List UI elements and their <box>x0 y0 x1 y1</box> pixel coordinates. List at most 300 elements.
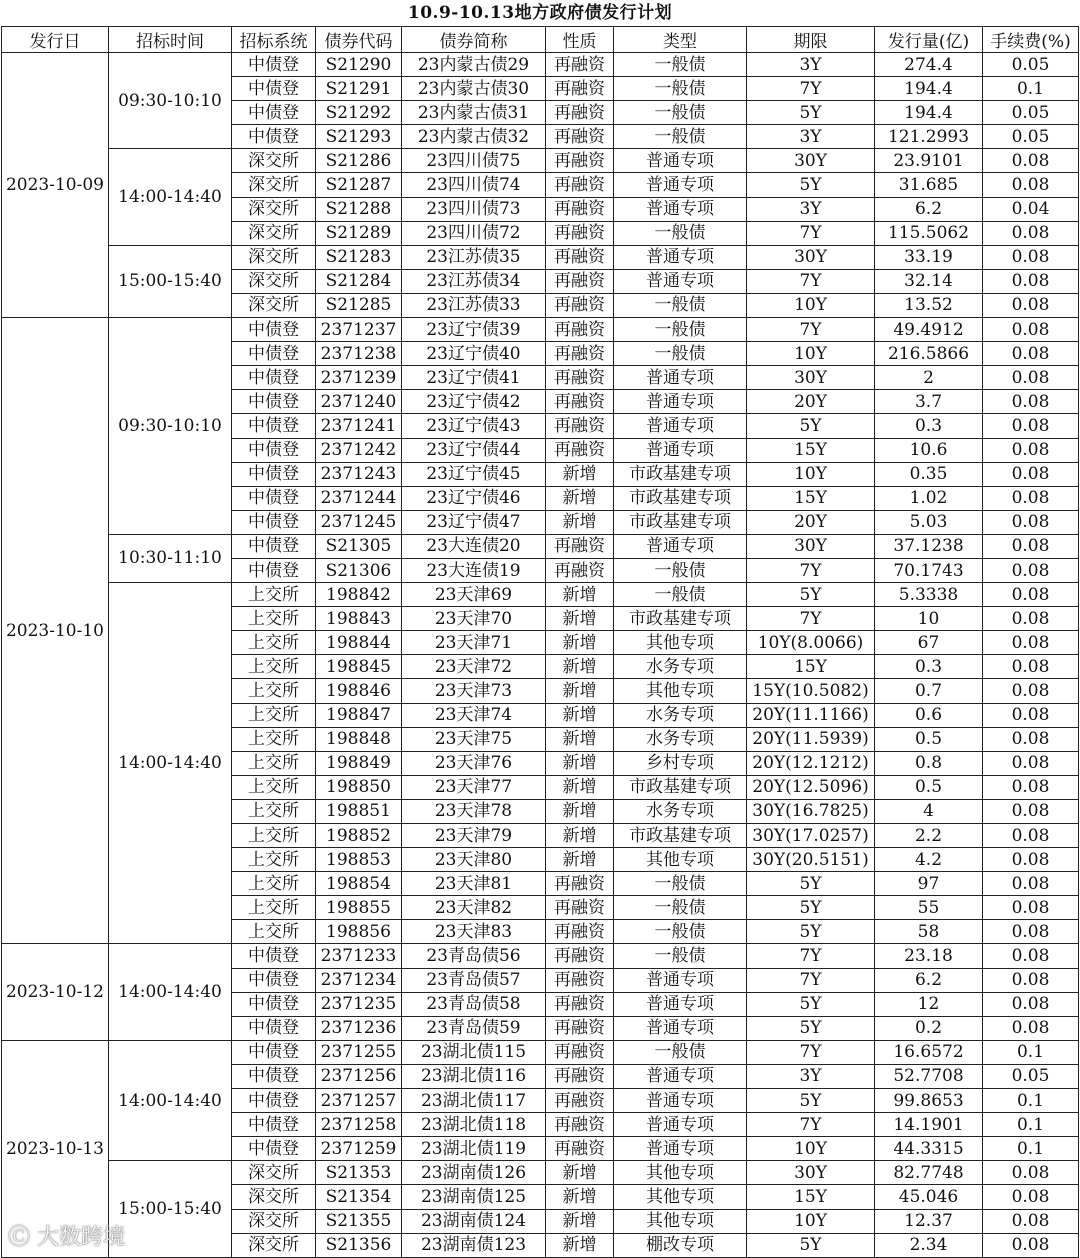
amount-cell: 33.19 <box>875 245 983 269</box>
term-cell: 7Y <box>747 607 875 631</box>
amount-cell: 23.18 <box>875 944 983 968</box>
type-cell: 乡村专项 <box>614 751 747 775</box>
bond-code-cell: 198850 <box>316 775 402 799</box>
bond-name-cell: 23天津72 <box>402 655 546 679</box>
nature-cell: 再融资 <box>546 1040 614 1064</box>
term-cell: 7Y <box>747 944 875 968</box>
amount-cell: 0.5 <box>875 727 983 751</box>
nature-cell: 新增 <box>546 607 614 631</box>
bond-name-cell: 23天津79 <box>402 824 546 848</box>
tender-system-cell: 中债登 <box>232 534 316 558</box>
type-cell: 水务专项 <box>614 799 747 823</box>
type-cell: 普通专项 <box>614 245 747 269</box>
term-cell: 3Y <box>747 197 875 221</box>
tender-time-cell: 14:00-14:40 <box>109 149 232 245</box>
bond-name-cell: 23天津76 <box>402 751 546 775</box>
amount-cell: 0.6 <box>875 703 983 727</box>
tender-system-cell: 中债登 <box>232 1137 316 1161</box>
tender-system-cell: 上交所 <box>232 607 316 631</box>
amount-cell: 5.3338 <box>875 583 983 607</box>
fee-cell: 0.08 <box>983 679 1079 703</box>
amount-cell: 58 <box>875 920 983 944</box>
header-term: 期限 <box>747 27 875 53</box>
amount-cell: 4 <box>875 799 983 823</box>
amount-cell: 0.5 <box>875 775 983 799</box>
bond-name-cell: 23天津74 <box>402 703 546 727</box>
term-cell: 7Y <box>747 318 875 342</box>
nature-cell: 再融资 <box>546 245 614 269</box>
bond-code-cell: S21286 <box>316 149 402 173</box>
fee-cell: 0.08 <box>983 221 1079 245</box>
bond-name-cell: 23青岛债56 <box>402 944 546 968</box>
term-cell: 5Y <box>747 896 875 920</box>
tender-time-cell: 15:00-15:40 <box>109 1161 232 1257</box>
type-cell: 其他专项 <box>614 1161 747 1185</box>
type-cell: 普通专项 <box>614 1089 747 1113</box>
bond-name-cell: 23湖北债116 <box>402 1064 546 1088</box>
table-title: 10.9-10.13地方政府债发行计划 <box>407 3 673 23</box>
bond-code-cell: S21290 <box>316 53 402 77</box>
nature-cell: 再融资 <box>546 1064 614 1088</box>
nature-cell: 新增 <box>546 655 614 679</box>
bond-code-cell: S21305 <box>316 534 402 558</box>
fee-cell: 0.08 <box>983 631 1079 655</box>
fee-cell: 0.08 <box>983 510 1079 534</box>
amount-cell: 4.2 <box>875 848 983 872</box>
amount-cell: 0.8 <box>875 751 983 775</box>
nature-cell: 再融资 <box>546 269 614 293</box>
term-cell: 5Y <box>747 1089 875 1113</box>
bond-code-cell: 198854 <box>316 872 402 896</box>
fee-cell: 0.08 <box>983 414 1079 438</box>
nature-cell: 新增 <box>546 1209 614 1233</box>
nature-cell: 新增 <box>546 1185 614 1209</box>
term-cell: 10Y <box>747 1137 875 1161</box>
nature-cell: 再融资 <box>546 896 614 920</box>
type-cell: 普通专项 <box>614 992 747 1016</box>
term-cell: 15Y <box>747 438 875 462</box>
term-cell: 7Y <box>747 558 875 582</box>
amount-cell: 31.685 <box>875 173 983 197</box>
fee-cell: 0.05 <box>983 53 1079 77</box>
fee-cell: 0.08 <box>983 968 1079 992</box>
term-cell: 7Y <box>747 1040 875 1064</box>
watermark-text: 大数跨境 <box>37 1225 126 1250</box>
bond-code-cell: 2371243 <box>316 462 402 486</box>
table-row <box>2 1161 1079 1185</box>
amount-cell: 10.6 <box>875 438 983 462</box>
tender-system-cell: 中债登 <box>232 77 316 101</box>
amount-cell: 32.14 <box>875 269 983 293</box>
nature-cell: 再融资 <box>546 992 614 1016</box>
type-cell: 普通专项 <box>614 438 747 462</box>
bond-code-cell: 2371240 <box>316 390 402 414</box>
term-cell: 15Y <box>747 1185 875 1209</box>
tender-system-cell: 中债登 <box>232 101 316 125</box>
bond-code-cell: 2371241 <box>316 414 402 438</box>
bond-code-cell: S21293 <box>316 125 402 149</box>
nature-cell: 再融资 <box>546 53 614 77</box>
nature-cell: 新增 <box>546 679 614 703</box>
tender-system-cell: 深交所 <box>232 173 316 197</box>
nature-cell: 新增 <box>546 486 614 510</box>
bond-name-cell: 23内蒙古债31 <box>402 101 546 125</box>
bond-name-cell: 23天津80 <box>402 848 546 872</box>
bond-code-cell: S21353 <box>316 1161 402 1185</box>
fee-cell: 0.1 <box>983 1137 1079 1161</box>
term-cell: 20Y(12.5096) <box>747 775 875 799</box>
bond-name-cell: 23辽宁债44 <box>402 438 546 462</box>
bond-code-cell: 198849 <box>316 751 402 775</box>
term-cell: 30Y(16.7825) <box>747 799 875 823</box>
tender-system-cell: 中债登 <box>232 1089 316 1113</box>
bond-name-cell: 23辽宁债46 <box>402 486 546 510</box>
type-cell: 水务专项 <box>614 727 747 751</box>
type-cell: 市政基建专项 <box>614 510 747 534</box>
term-cell: 30Y <box>747 149 875 173</box>
tender-system-cell: 上交所 <box>232 703 316 727</box>
nature-cell: 再融资 <box>546 101 614 125</box>
fee-cell: 0.08 <box>983 438 1079 462</box>
type-cell: 普通专项 <box>614 1137 747 1161</box>
nature-cell: 新增 <box>546 703 614 727</box>
tender-system-cell: 上交所 <box>232 896 316 920</box>
fee-cell: 0.08 <box>983 245 1079 269</box>
bond-name-cell: 23湖北债115 <box>402 1040 546 1064</box>
issue-date-cell: 2023-10-13 <box>2 1040 109 1257</box>
type-cell: 普通专项 <box>614 173 747 197</box>
fee-cell: 0.08 <box>983 366 1079 390</box>
header-issue-date: 发行日 <box>2 27 109 53</box>
term-cell: 5Y <box>747 920 875 944</box>
term-cell: 20Y(11.5939) <box>747 727 875 751</box>
tender-system-cell: 中债登 <box>232 390 316 414</box>
bond-name-cell: 23天津77 <box>402 775 546 799</box>
bond-name-cell: 23天津82 <box>402 896 546 920</box>
bond-name-cell: 23辽宁债43 <box>402 414 546 438</box>
bond-name-cell: 23天津71 <box>402 631 546 655</box>
bond-code-cell: 2371234 <box>316 968 402 992</box>
bond-name-cell: 23江苏债33 <box>402 293 546 317</box>
nature-cell: 再融资 <box>546 173 614 197</box>
term-cell: 5Y <box>747 872 875 896</box>
bond-code-cell: 2371235 <box>316 992 402 1016</box>
fee-cell: 0.08 <box>983 751 1079 775</box>
term-cell: 30Y(17.0257) <box>747 824 875 848</box>
tender-system-cell: 深交所 <box>232 245 316 269</box>
type-cell: 普通专项 <box>614 197 747 221</box>
bond-name-cell: 23大连债20 <box>402 534 546 558</box>
nature-cell: 新增 <box>546 631 614 655</box>
bond-issuance-table <box>1 26 1079 1258</box>
bond-code-cell: S21289 <box>316 221 402 245</box>
type-cell: 普通专项 <box>614 534 747 558</box>
bond-name-cell: 23天津70 <box>402 607 546 631</box>
amount-cell: 5.03 <box>875 510 983 534</box>
bond-code-cell: S21291 <box>316 77 402 101</box>
bond-name-cell: 23大连债19 <box>402 558 546 582</box>
tender-system-cell: 上交所 <box>232 583 316 607</box>
bond-code-cell: 2371256 <box>316 1064 402 1088</box>
tender-system-cell: 中债登 <box>232 366 316 390</box>
type-cell: 一般债 <box>614 318 747 342</box>
term-cell: 20Y(11.1166) <box>747 703 875 727</box>
nature-cell: 再融资 <box>546 1016 614 1040</box>
type-cell: 一般债 <box>614 1040 747 1064</box>
bond-code-cell: S21287 <box>316 173 402 197</box>
term-cell: 20Y <box>747 390 875 414</box>
fee-cell: 0.08 <box>983 872 1079 896</box>
bond-code-cell: 2371238 <box>316 342 402 366</box>
nature-cell: 再融资 <box>546 149 614 173</box>
type-cell: 水务专项 <box>614 703 747 727</box>
type-cell: 市政基建专项 <box>614 607 747 631</box>
bond-code-cell: 198853 <box>316 848 402 872</box>
table-row <box>2 534 1079 558</box>
table-row <box>2 944 1079 968</box>
tender-system-cell: 中债登 <box>232 1040 316 1064</box>
tender-system-cell: 中债登 <box>232 486 316 510</box>
nature-cell: 新增 <box>546 848 614 872</box>
bond-name-cell: 23四川债73 <box>402 197 546 221</box>
fee-cell: 0.08 <box>983 534 1079 558</box>
nature-cell: 新增 <box>546 824 614 848</box>
bond-name-cell: 23辽宁债42 <box>402 390 546 414</box>
fee-cell: 0.08 <box>983 703 1079 727</box>
term-cell: 3Y <box>747 53 875 77</box>
term-cell: 20Y(12.1212) <box>747 751 875 775</box>
amount-cell: 70.1743 <box>875 558 983 582</box>
amount-cell: 14.1901 <box>875 1113 983 1137</box>
fee-cell: 0.08 <box>983 583 1079 607</box>
fee-cell: 0.08 <box>983 269 1079 293</box>
header-fee: 手续费(%) <box>983 27 1079 53</box>
bond-name-cell: 23青岛债58 <box>402 992 546 1016</box>
type-cell: 其他专项 <box>614 679 747 703</box>
type-cell: 其他专项 <box>614 1209 747 1233</box>
term-cell: 10Y <box>747 462 875 486</box>
header-bond-code: 债券代码 <box>316 27 402 53</box>
fee-cell: 0.08 <box>983 727 1079 751</box>
type-cell: 一般债 <box>614 583 747 607</box>
fee-cell: 0.08 <box>983 896 1079 920</box>
bond-code-cell: 198855 <box>316 896 402 920</box>
bond-code-cell: 2371236 <box>316 1016 402 1040</box>
amount-cell: 23.9101 <box>875 149 983 173</box>
bond-code-cell: 2371239 <box>316 366 402 390</box>
fee-cell: 0.08 <box>983 848 1079 872</box>
amount-cell: 0.35 <box>875 462 983 486</box>
amount-cell: 82.7748 <box>875 1161 983 1185</box>
header-tender-time: 招标时间 <box>109 27 232 53</box>
bond-code-cell: 2371244 <box>316 486 402 510</box>
bond-code-cell: S21288 <box>316 197 402 221</box>
amount-cell: 45.046 <box>875 1185 983 1209</box>
term-cell: 15Y <box>747 655 875 679</box>
amount-cell: 55 <box>875 896 983 920</box>
tender-system-cell: 深交所 <box>232 197 316 221</box>
term-cell: 10Y <box>747 293 875 317</box>
type-cell: 棚改专项 <box>614 1233 747 1257</box>
type-cell: 其他专项 <box>614 631 747 655</box>
amount-cell: 6.2 <box>875 197 983 221</box>
amount-cell: 0.3 <box>875 655 983 679</box>
bond-code-cell: S21285 <box>316 293 402 317</box>
amount-cell: 49.4912 <box>875 318 983 342</box>
nature-cell: 再融资 <box>546 77 614 101</box>
header-tender-system: 招标系统 <box>232 27 316 53</box>
term-cell: 30Y <box>747 366 875 390</box>
amount-cell: 97 <box>875 872 983 896</box>
bond-code-cell: 198842 <box>316 583 402 607</box>
tender-system-cell: 上交所 <box>232 848 316 872</box>
bond-code-cell: 198844 <box>316 631 402 655</box>
type-cell: 一般债 <box>614 872 747 896</box>
amount-cell: 115.5062 <box>875 221 983 245</box>
tender-time-cell: 10:30-11:10 <box>109 534 232 582</box>
amount-cell: 2.34 <box>875 1233 983 1257</box>
nature-cell: 再融资 <box>546 197 614 221</box>
bond-code-cell: 2371257 <box>316 1089 402 1113</box>
type-cell: 普通专项 <box>614 414 747 438</box>
term-cell: 5Y <box>747 414 875 438</box>
tender-system-cell: 深交所 <box>232 1185 316 1209</box>
tender-system-cell: 上交所 <box>232 775 316 799</box>
table-row <box>2 1040 1079 1064</box>
tender-system-cell: 中债登 <box>232 318 316 342</box>
bond-code-cell: S21306 <box>316 558 402 582</box>
bond-name-cell: 23湖北债117 <box>402 1089 546 1113</box>
fee-cell: 0.08 <box>983 655 1079 679</box>
fee-cell: 0.08 <box>983 462 1079 486</box>
bond-code-cell: 198848 <box>316 727 402 751</box>
table-row <box>2 318 1079 342</box>
amount-cell: 194.4 <box>875 101 983 125</box>
term-cell: 15Y(10.5082) <box>747 679 875 703</box>
bond-name-cell: 23内蒙古债30 <box>402 77 546 101</box>
tender-system-cell: 中债登 <box>232 1113 316 1137</box>
term-cell: 10Y <box>747 1209 875 1233</box>
fee-cell: 0.08 <box>983 607 1079 631</box>
nature-cell: 再融资 <box>546 968 614 992</box>
type-cell: 其他专项 <box>614 848 747 872</box>
tender-time-cell: 14:00-14:40 <box>109 1040 232 1160</box>
bond-code-cell: 198843 <box>316 607 402 631</box>
bond-name-cell: 23湖北债119 <box>402 1137 546 1161</box>
header-type: 类型 <box>614 27 747 53</box>
tender-system-cell: 上交所 <box>232 655 316 679</box>
amount-cell: 16.6572 <box>875 1040 983 1064</box>
bond-name-cell: 23湖南债123 <box>402 1233 546 1257</box>
bond-name-cell: 23辽宁债40 <box>402 342 546 366</box>
tender-system-cell: 中债登 <box>232 342 316 366</box>
tender-system-cell: 中债登 <box>232 944 316 968</box>
tender-system-cell: 上交所 <box>232 824 316 848</box>
term-cell: 5Y <box>747 583 875 607</box>
amount-cell: 3.7 <box>875 390 983 414</box>
term-cell: 15Y <box>747 486 875 510</box>
tender-system-cell: 中债登 <box>232 53 316 77</box>
type-cell: 一般债 <box>614 77 747 101</box>
tender-system-cell: 中债登 <box>232 462 316 486</box>
bond-name-cell: 23江苏债34 <box>402 269 546 293</box>
bond-code-cell: 198845 <box>316 655 402 679</box>
bond-code-cell: S21355 <box>316 1209 402 1233</box>
term-cell: 5Y <box>747 1016 875 1040</box>
amount-cell: 2.2 <box>875 824 983 848</box>
header-row <box>2 27 1079 53</box>
fee-cell: 0.1 <box>983 1089 1079 1113</box>
type-cell: 一般债 <box>614 944 747 968</box>
tender-system-cell: 中债登 <box>232 558 316 582</box>
term-cell: 30Y <box>747 245 875 269</box>
type-cell: 普通专项 <box>614 366 747 390</box>
type-cell: 普通专项 <box>614 1113 747 1137</box>
bond-code-cell: 198847 <box>316 703 402 727</box>
nature-cell: 再融资 <box>546 438 614 462</box>
tender-system-cell: 深交所 <box>232 269 316 293</box>
term-cell: 30Y <box>747 534 875 558</box>
nature-cell: 再融资 <box>546 1113 614 1137</box>
fee-cell: 0.08 <box>983 558 1079 582</box>
tender-system-cell: 深交所 <box>232 221 316 245</box>
tender-time-cell: 15:00-15:40 <box>109 245 232 317</box>
nature-cell: 新增 <box>546 583 614 607</box>
fee-cell: 0.08 <box>983 1233 1079 1257</box>
bond-code-cell: S21292 <box>316 101 402 125</box>
nature-cell: 再融资 <box>546 125 614 149</box>
tender-time-cell: 14:00-14:40 <box>109 583 232 944</box>
nature-cell: 再融资 <box>546 318 614 342</box>
term-cell: 30Y <box>747 1161 875 1185</box>
amount-cell: 6.2 <box>875 968 983 992</box>
type-cell: 市政基建专项 <box>614 462 747 486</box>
header-bond-name: 债券简称 <box>402 27 546 53</box>
bond-code-cell: 198856 <box>316 920 402 944</box>
term-cell: 5Y <box>747 173 875 197</box>
type-cell: 普通专项 <box>614 390 747 414</box>
fee-cell: 0.08 <box>983 1016 1079 1040</box>
fee-cell: 0.08 <box>983 1185 1079 1209</box>
type-cell: 一般债 <box>614 896 747 920</box>
issue-date-cell: 2023-10-09 <box>2 53 109 318</box>
bond-name-cell: 23辽宁债41 <box>402 366 546 390</box>
amount-cell: 2 <box>875 366 983 390</box>
amount-cell: 121.2993 <box>875 125 983 149</box>
tender-system-cell: 中债登 <box>232 992 316 1016</box>
bond-name-cell: 23四川债75 <box>402 149 546 173</box>
tender-system-cell: 上交所 <box>232 751 316 775</box>
tender-system-cell: 中债登 <box>232 438 316 462</box>
bond-name-cell: 23天津78 <box>402 799 546 823</box>
bond-code-cell: 198851 <box>316 799 402 823</box>
bond-name-cell: 23天津69 <box>402 583 546 607</box>
tender-system-cell: 深交所 <box>232 1233 316 1257</box>
term-cell: 5Y <box>747 1233 875 1257</box>
amount-cell: 274.4 <box>875 53 983 77</box>
fee-cell: 0.1 <box>983 1040 1079 1064</box>
bond-name-cell: 23辽宁债45 <box>402 462 546 486</box>
type-cell: 一般债 <box>614 125 747 149</box>
tender-system-cell: 上交所 <box>232 872 316 896</box>
nature-cell: 再融资 <box>546 1137 614 1161</box>
type-cell: 普通专项 <box>614 1016 747 1040</box>
amount-cell: 13.52 <box>875 293 983 317</box>
bond-name-cell: 23四川债74 <box>402 173 546 197</box>
term-cell: 10Y <box>747 342 875 366</box>
bond-code-cell: 2371242 <box>316 438 402 462</box>
type-cell: 普通专项 <box>614 269 747 293</box>
